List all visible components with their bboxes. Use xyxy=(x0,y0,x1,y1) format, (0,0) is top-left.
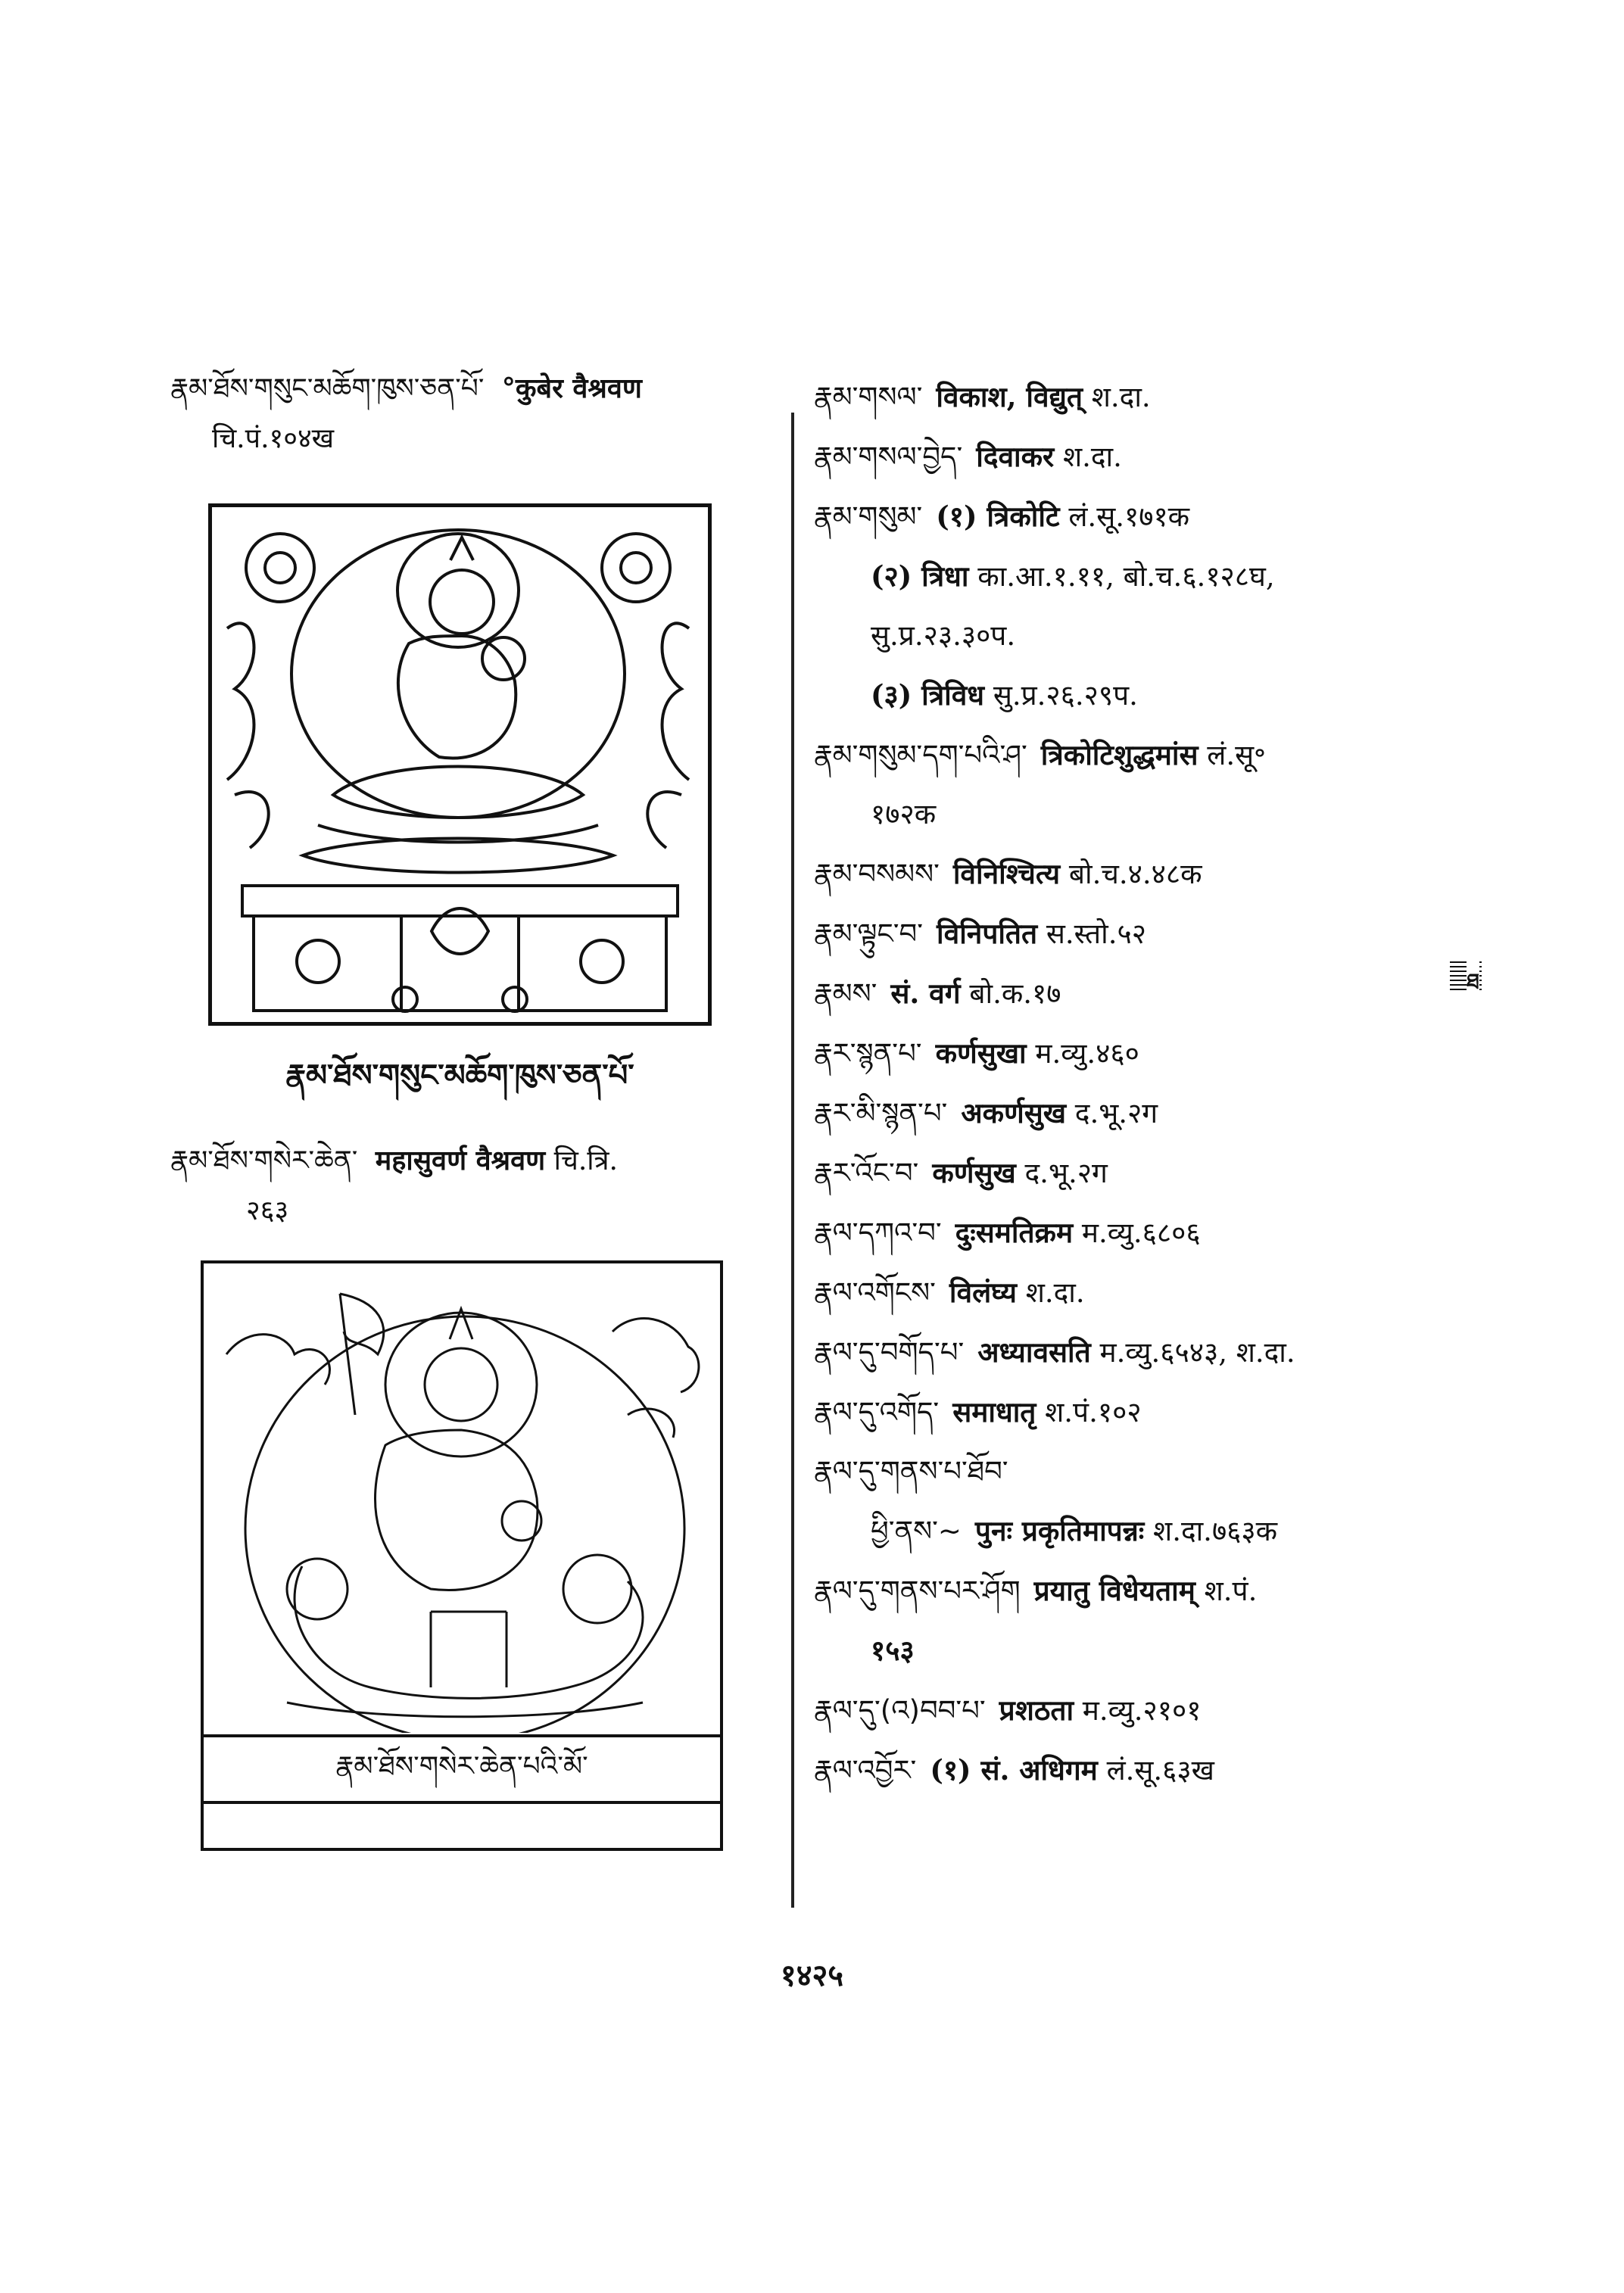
source-reference: द.भू.२ग xyxy=(1024,1157,1108,1189)
dictionary-entry-cont xyxy=(814,785,1435,844)
source-reference: स.स्तो.५२ xyxy=(1046,918,1146,950)
sanskrit-equivalent: सं. वर्ग xyxy=(890,977,961,1010)
sanskrit-equivalent: (१) त्रिकोटि xyxy=(936,500,1060,533)
source-reference: लं.सू.१७१क xyxy=(1068,500,1190,533)
deity-drawing-icon xyxy=(212,507,708,1022)
sanskrit-equivalent: समाधातृ xyxy=(952,1395,1036,1428)
tibetan-headword: རྣམ་གསལ་བྱེད་ xyxy=(814,441,963,473)
dictionary-entry xyxy=(814,904,1435,964)
tibetan-headword: རྣར་སྙན་པ་ xyxy=(814,1037,922,1070)
tibetan-headword: རྣམ་གསུམ་དག་པའི་ཤ་ xyxy=(814,739,1027,771)
mahasuvarna-caption: རྣམ་ཐོས་གསེར་ཆེན་པའི་མོ་ xyxy=(335,1751,588,1782)
sanskrit-equivalent: कर्णसुख xyxy=(932,1156,1016,1189)
kubera-caption: རྣམ་ཐོས་གསུང་མཆོག་ཁུས་ཅན་པོ་ xyxy=(285,1058,634,1093)
sanskrit-equivalent: (२) त्रिधा xyxy=(871,559,969,593)
source-reference: म.व्यु.४६० xyxy=(1035,1037,1139,1070)
sanskrit-equivalent: कर्णसुखा xyxy=(935,1036,1027,1070)
left-entry-source xyxy=(170,414,776,464)
source-reference: का.आ.१.११, बो.च.६.१२८घ, xyxy=(977,560,1275,593)
source-reference: बो.क.१७ xyxy=(969,977,1061,1010)
column-divider xyxy=(791,413,794,1908)
sanskrit-equivalent: त्रिकोटिशुद्धमांस xyxy=(1040,738,1199,771)
dictionary-entry xyxy=(814,487,1435,547)
tibetan-phrase: ཕྱི་ནས་~ xyxy=(871,1515,962,1547)
left-entry-mahasuvarna xyxy=(170,1136,776,1186)
sanskrit-equivalent: दुःसमतिक्रम xyxy=(955,1216,1074,1249)
tibetan-headword: རྣམ་ཐོས་གསེར་ཆེན་ xyxy=(170,1145,358,1176)
source-reference: म.व्यु.६८०६ xyxy=(1081,1217,1201,1249)
tibetan-headword: རྣལ་དུ་གནས་པ་ཐོབ་ xyxy=(814,1455,1008,1488)
sanskrit-equivalent: पुनः प्रकृतिमापन्नः xyxy=(974,1514,1145,1547)
dictionary-entry xyxy=(814,1263,1435,1323)
dictionary-subentry-cont xyxy=(814,606,1435,665)
sanskrit-equivalent: विनिपतित xyxy=(937,917,1038,950)
left-entry-kubera xyxy=(170,363,776,414)
tibetan-headword: རྣལ་དུ་(འ)བབ་པ་ xyxy=(814,1694,986,1727)
source-reference: सु.प्र.२६.२९प. xyxy=(993,679,1138,712)
section-letter: ཐ xyxy=(1467,958,1479,1017)
dictionary-entry xyxy=(814,1681,1435,1740)
tibetan-headword: རྣལ་འགོངས་ xyxy=(814,1276,936,1309)
sanskrit-equivalent: महासुवर्ण वैश्रवण xyxy=(375,1145,546,1176)
sanskrit-equivalent: प्रशठता xyxy=(999,1693,1074,1727)
source-reference: म.व्यु.२१०१ xyxy=(1082,1694,1202,1727)
source-reference: म.व्यु.६५४३, श.दा. xyxy=(1099,1336,1295,1369)
source-reference: श.पं. xyxy=(1204,1575,1258,1607)
sanskrit-equivalent: °कुबेर वैश्रवण xyxy=(501,372,642,404)
left-column xyxy=(170,363,776,464)
dictionary-entry xyxy=(814,1740,1435,1800)
dictionary-subentry xyxy=(814,1501,1435,1561)
source-reference: द.भू.२ग xyxy=(1074,1097,1158,1129)
tibetan-headword: རྣམ་གསལ་ xyxy=(814,381,923,413)
dictionary-entry xyxy=(814,1442,1435,1501)
dictionary-entry xyxy=(814,1561,1435,1621)
source-reference: चि.त्रि. xyxy=(553,1145,618,1176)
dictionary-entry xyxy=(814,844,1435,904)
page-number: १४२५ xyxy=(780,1958,844,1993)
dictionary-entry xyxy=(814,427,1435,487)
source-reference: चि.पं.१०४ख xyxy=(212,423,335,454)
tibetan-headword: རྣལ་འབྱོར་ xyxy=(814,1754,917,1787)
tibetan-headword: རྣམ་གསུམ་ xyxy=(814,500,923,533)
source-reference: लं.सू॰ xyxy=(1207,739,1266,771)
sanskrit-equivalent: प्रयातु विधेयताम् xyxy=(1033,1574,1195,1607)
sanskrit-equivalent: विनिश्चित्य xyxy=(952,857,1061,890)
dictionary-entry xyxy=(814,1143,1435,1203)
dictionary-subentry xyxy=(814,547,1435,606)
tibetan-headword: རྣལ་དཀའ་བ་ xyxy=(814,1217,942,1249)
left-entry-source-cont xyxy=(170,1186,776,1236)
source-reference: श.दा. xyxy=(1062,441,1122,473)
source-reference: श.पं.१०२ xyxy=(1045,1396,1142,1428)
sanskrit-equivalent: विकाश, विद्युत् xyxy=(936,380,1083,413)
tibetan-headword: རྣམས་ xyxy=(814,977,877,1010)
tibetan-headword: རྣར་མི་སྙན་པ་ xyxy=(814,1097,948,1129)
source-reference: सु.प्र.२३.३०प. xyxy=(871,619,1016,652)
source-reference: श.दा.७६३क xyxy=(1153,1515,1278,1547)
sanskrit-equivalent: विलंघ्य xyxy=(949,1276,1017,1309)
dictionary-entry xyxy=(814,964,1435,1023)
mahasuvarna-caption-box xyxy=(201,1734,723,1804)
dictionary-entry xyxy=(814,1203,1435,1263)
kubera-illustration xyxy=(208,503,712,1026)
sanskrit-equivalent: (१) सं. अधिगम xyxy=(930,1753,1098,1787)
source-reference: श.दा. xyxy=(1025,1276,1085,1309)
left-entry-mahasuvarna-block xyxy=(170,1136,776,1236)
right-column xyxy=(814,367,1435,1800)
tibetan-headword: རྣར་འོང་བ་ xyxy=(814,1157,919,1189)
tibetan-headword: རྣལ་དུ་འགོད་ xyxy=(814,1396,940,1428)
source-reference: श.दा. xyxy=(1091,381,1151,413)
dictionary-entry xyxy=(814,1023,1435,1083)
tibetan-headword: རྣལ་དུ་བགོད་པ་ xyxy=(814,1336,965,1369)
dictionary-entry xyxy=(814,725,1435,785)
source-reference: १५३ xyxy=(871,1634,915,1667)
dictionary-entry xyxy=(814,1382,1435,1442)
tibetan-headword: རྣམ་ལྟུང་བ་ xyxy=(814,918,924,950)
sanskrit-equivalent: दिवाकर xyxy=(976,440,1055,473)
tibetan-headword: རྣམ་བསམས་ xyxy=(814,858,940,890)
tibetan-headword: རྣལ་དུ་གནས་པར་ཤོག xyxy=(814,1575,1021,1607)
sanskrit-equivalent: अकर्णसुख xyxy=(961,1096,1067,1129)
sanskrit-equivalent: (३) त्रिविध xyxy=(871,678,985,712)
sanskrit-equivalent: अध्यावसति xyxy=(977,1335,1091,1369)
deity-on-lion-drawing-icon xyxy=(204,1263,720,1733)
source-reference: १७२क xyxy=(871,798,937,830)
mahasuvarna-illustration xyxy=(201,1260,723,1851)
dictionary-entry xyxy=(814,1323,1435,1382)
section-mark xyxy=(1450,958,1482,995)
source-reference: बो.च.४.४८क xyxy=(1068,858,1202,890)
source-reference-cont: २६३ xyxy=(246,1195,289,1226)
source-reference: लं.सू.६३ख xyxy=(1106,1754,1214,1787)
dictionary-subentry xyxy=(814,665,1435,725)
dictionary-entry xyxy=(814,367,1435,427)
dictionary-entry-cont xyxy=(814,1621,1435,1681)
dictionary-entry xyxy=(814,1083,1435,1143)
tibetan-headword: རྣམ་ཐོས་གསུང་མཆོག་ཁུས་ཅན་པོ་ xyxy=(170,373,485,404)
